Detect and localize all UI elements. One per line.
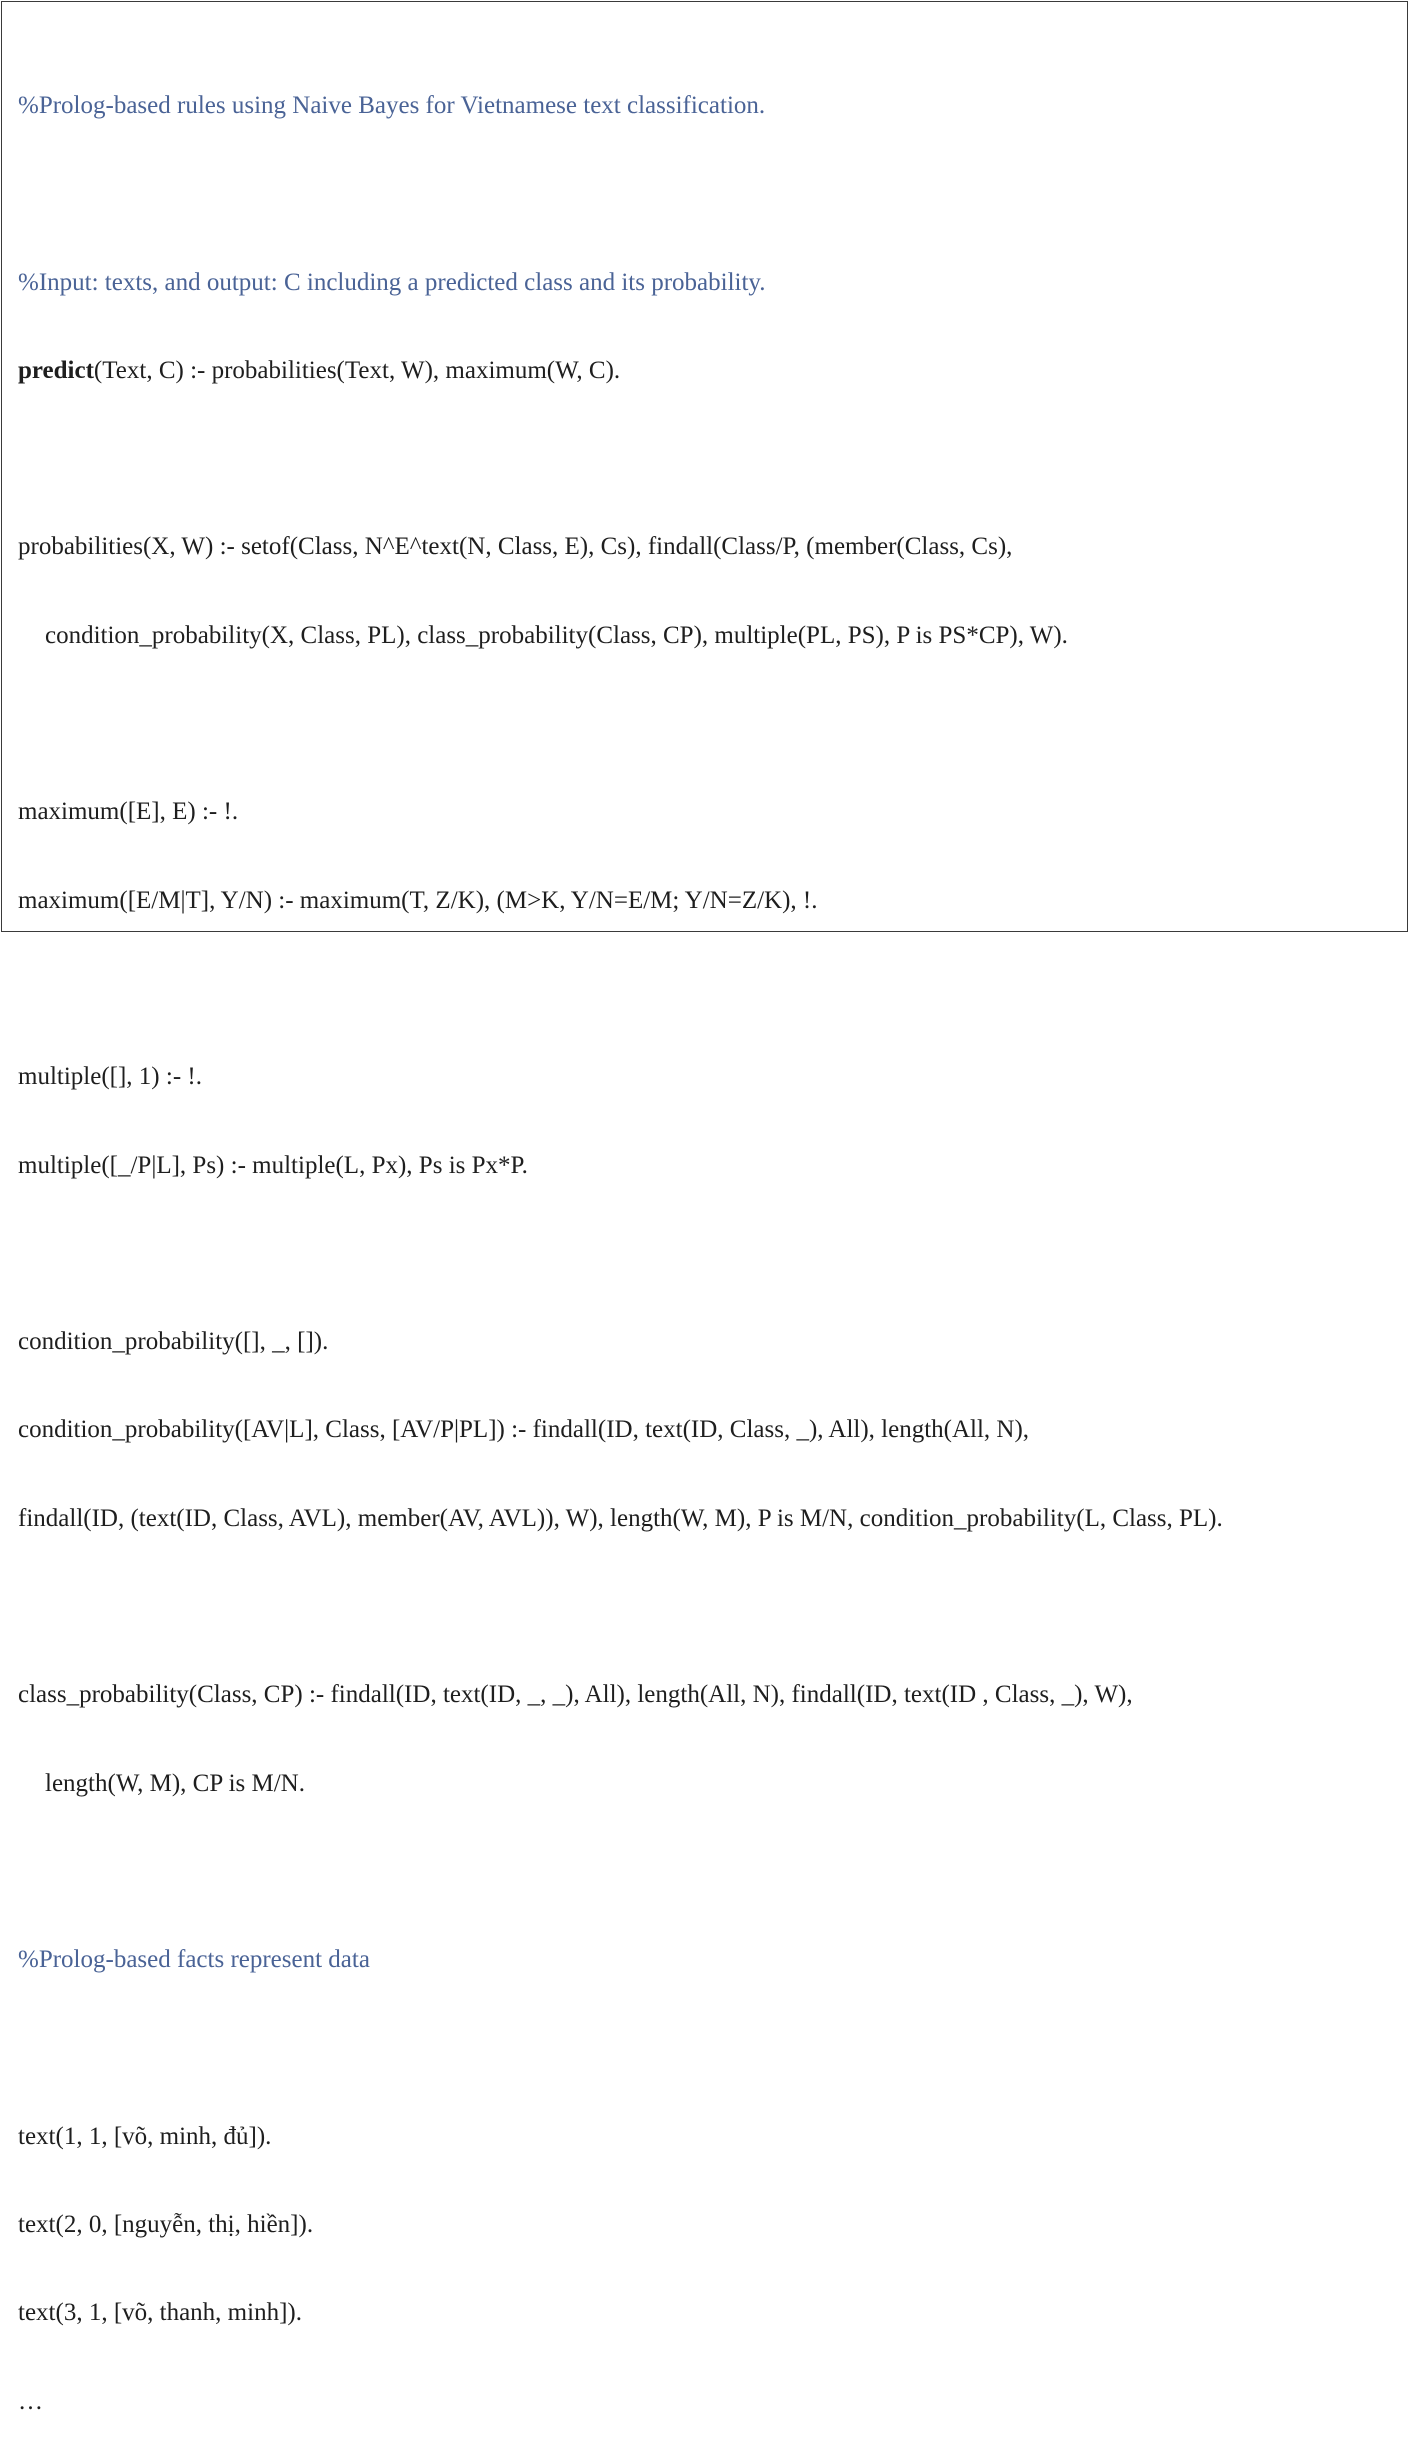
condition-probability-base: condition_probability([], _, []). [18, 1328, 329, 1356]
blank-line [18, 973, 1223, 1005]
comment-facts-heading: %Prolog-based facts represent data [18, 1946, 370, 1974]
ellipsis: … [18, 2387, 43, 2415]
blank-line [18, 2033, 1223, 2065]
prolog-code-block [18, 34, 1223, 2446]
comment-rules-heading: %Prolog-based rules using Naive Bayes for Vietnamese text classification. [18, 92, 766, 119]
predict-rule [18, 355, 1223, 387]
fact-text-1: text(1, 1, [võ, minh, đủ]). [18, 2122, 272, 2150]
maximum-rule-recursive: maximum([E/M|T], Y/N) :- maximum(T, Z/K), (M>K, Y/N=E/M; Y/N=Z/K), !. [18, 886, 818, 914]
condition-probability-line-2: findall(ID, (text(ID, Class, AVL), member(AV, AVL)), W), length(W, M), P is M/N, condition_probability(L, Class, PL). [18, 1504, 1223, 1532]
multiple-rule-recursive: multiple([_/P|L], Ps) :- multiple(L, Px), Ps is Px*P. [18, 1151, 528, 1179]
probabilities-rule-line-1: probabilities(X, W) :- setof(Class, N^E^text(N, Class, E), Cs), findall(Class/P, (member(Class, Cs), [18, 533, 1013, 561]
class-probability-line-2: length(W, M), CP is M/N. [45, 1769, 305, 1797]
blank-line [18, 1856, 1223, 1888]
fact-text-3: text(3, 1, [võ, thanh, minh]). [18, 2299, 302, 2327]
predict-rule-body: (Text, C) :- probabilities(Text, W), maximum(W, C). [93, 356, 621, 384]
maximum-rule-base: maximum([E], E) :- !. [18, 798, 239, 826]
fact-text-2: text(2, 0, [nguyễn, thị, hiền]). [18, 2211, 314, 2239]
blank-line [18, 178, 1223, 210]
class-probability-line-1: class_probability(Class, CP) :- findall(ID, text(ID, _, _), All), length(All, N), findall(ID, text(ID , Class, _), W), [18, 1681, 1133, 1709]
blank-line [18, 1238, 1223, 1270]
comment-input-output: %Input: texts, and output: C including a predicted class and its probability. [18, 268, 766, 296]
multiple-rule-base: multiple([], 1) :- !. [18, 1063, 202, 1091]
predict-keyword: predict [18, 356, 94, 384]
blank-line [18, 443, 1223, 475]
blank-line [18, 708, 1223, 740]
blank-line [18, 1591, 1223, 1623]
condition-probability-line-1: condition_probability([AV|L], Class, [AV/P|PL]) :- findall(ID, text(ID, Class, _), All), length(All, N), [18, 1416, 1030, 1444]
probabilities-rule-line-2: condition_probability(X, Class, PL), class_probability(Class, CP), multiple(PL, PS), P is PS*CP), W). [45, 621, 1068, 649]
